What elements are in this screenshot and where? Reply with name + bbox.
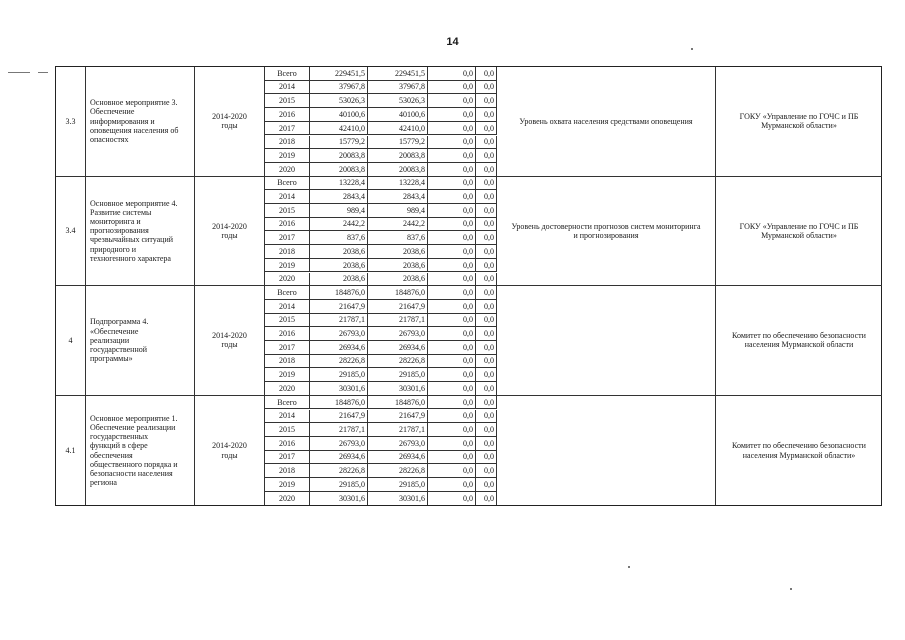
- row-year: 2019: [265, 478, 310, 492]
- item-name: Основное мероприятие 3. Обеспечение информирования и оповещения населения об опасностях: [86, 67, 195, 177]
- row-total: 15779,2: [310, 136, 368, 150]
- item-name: Основное мероприятие 1. Обеспечение реализации государственных функций в сфере обеспечения общественного порядка и безопасности населения региона: [86, 396, 195, 506]
- row-other: 0,0: [476, 122, 497, 136]
- row-federal: 0,0: [428, 423, 476, 437]
- row-other: 0,0: [476, 396, 497, 410]
- row-other: 0,0: [476, 423, 497, 437]
- row-year: Всего: [265, 396, 310, 410]
- row-other: 0,0: [476, 355, 497, 369]
- row-federal: 0,0: [428, 231, 476, 245]
- row-other: 0,0: [476, 108, 497, 122]
- row-regional: 21647,9: [368, 300, 428, 314]
- row-regional: 30301,6: [368, 492, 428, 506]
- row-year: 2014: [265, 81, 310, 95]
- executor: Комитет по обеспечению безопасности населения Мурманской области: [716, 286, 882, 396]
- row-regional: 29185,0: [368, 478, 428, 492]
- row-year: 2015: [265, 423, 310, 437]
- row-year: 2016: [265, 108, 310, 122]
- row-federal: 0,0: [428, 341, 476, 355]
- row-federal: 0,0: [428, 355, 476, 369]
- indicator: [497, 396, 716, 506]
- row-total: 2038,6: [310, 245, 368, 259]
- row-year: 2018: [265, 464, 310, 478]
- executor: ГОКУ «Управление по ГОЧС и ПБ Мурманской области»: [716, 67, 882, 177]
- row-other: 0,0: [476, 163, 497, 177]
- row-regional: 26793,0: [368, 327, 428, 341]
- row-year: 2020: [265, 492, 310, 506]
- row-year: 2020: [265, 273, 310, 287]
- row-regional: 21787,1: [368, 423, 428, 437]
- scan-speck: [691, 48, 693, 50]
- row-other: 0,0: [476, 327, 497, 341]
- scan-speck: [790, 588, 792, 590]
- row-year: Всего: [265, 286, 310, 300]
- row-regional: 20083,8: [368, 163, 428, 177]
- row-regional: 2038,6: [368, 273, 428, 287]
- row-total: 26934,6: [310, 451, 368, 465]
- row-other: 0,0: [476, 218, 497, 232]
- row-total: 229451,5: [310, 67, 368, 81]
- row-federal: 0,0: [428, 273, 476, 287]
- row-year: 2014: [265, 190, 310, 204]
- indicator: Уровень охвата населения средствами оповещения: [497, 67, 716, 177]
- row-total: 30301,6: [310, 382, 368, 396]
- row-other: 0,0: [476, 94, 497, 108]
- row-other: 0,0: [476, 478, 497, 492]
- row-other: 0,0: [476, 492, 497, 506]
- row-total: 21787,1: [310, 423, 368, 437]
- page-number: 14: [446, 36, 459, 48]
- item-period: 2014-2020 годы: [195, 286, 265, 396]
- row-other: 0,0: [476, 177, 497, 191]
- row-total: 2442,2: [310, 218, 368, 232]
- row-regional: 26793,0: [368, 437, 428, 451]
- row-total: 26793,0: [310, 327, 368, 341]
- row-other: 0,0: [476, 410, 497, 424]
- row-regional: 15779,2: [368, 136, 428, 150]
- row-year: 2019: [265, 368, 310, 382]
- row-federal: 0,0: [428, 396, 476, 410]
- row-other: 0,0: [476, 368, 497, 382]
- row-federal: 0,0: [428, 259, 476, 273]
- row-regional: 13228,4: [368, 177, 428, 191]
- row-federal: 0,0: [428, 451, 476, 465]
- row-regional: 42410,0: [368, 122, 428, 136]
- row-total: 2038,6: [310, 273, 368, 287]
- row-federal: 0,0: [428, 108, 476, 122]
- executor: Комитет по обеспечению безопасности населения Мурманской области»: [732, 441, 866, 460]
- row-other: 0,0: [476, 437, 497, 451]
- row-other: 0,0: [476, 464, 497, 478]
- row-federal: 0,0: [428, 300, 476, 314]
- row-federal: 0,0: [428, 368, 476, 382]
- row-federal: 0,0: [428, 382, 476, 396]
- row-year: 2014: [265, 300, 310, 314]
- row-regional: 28226,8: [368, 464, 428, 478]
- row-year: 2020: [265, 163, 310, 177]
- row-total: 40100,6: [310, 108, 368, 122]
- indicator: [497, 286, 716, 396]
- row-federal: 0,0: [428, 492, 476, 506]
- row-year: 2016: [265, 327, 310, 341]
- row-other: 0,0: [476, 259, 497, 273]
- row-total: 26793,0: [310, 437, 368, 451]
- row-regional: 989,4: [368, 204, 428, 218]
- row-year: 2017: [265, 122, 310, 136]
- row-year: Всего: [265, 67, 310, 81]
- row-total: 28226,8: [310, 464, 368, 478]
- row-other: 0,0: [476, 273, 497, 287]
- row-total: 42410,0: [310, 122, 368, 136]
- row-federal: 0,0: [428, 327, 476, 341]
- row-total: 2843,4: [310, 190, 368, 204]
- row-regional: 2442,2: [368, 218, 428, 232]
- indicator: Уровень достоверности прогнозов систем мониторинга и прогнозирования: [497, 177, 716, 287]
- row-total: 21647,9: [310, 300, 368, 314]
- row-total: 28226,8: [310, 355, 368, 369]
- row-year: 2017: [265, 451, 310, 465]
- row-other: 0,0: [476, 149, 497, 163]
- row-year: Всего: [265, 177, 310, 191]
- scan-speck: [38, 72, 48, 73]
- row-year: 2020: [265, 382, 310, 396]
- row-year: 2019: [265, 259, 310, 273]
- row-regional: 2038,6: [368, 245, 428, 259]
- row-regional: 2038,6: [368, 259, 428, 273]
- row-regional: 2843,4: [368, 190, 428, 204]
- row-federal: 0,0: [428, 81, 476, 95]
- row-total: 21647,9: [310, 410, 368, 424]
- row-federal: 0,0: [428, 437, 476, 451]
- executor: ГОКУ «Управление по ГОЧС и ПБ Мурманской области»: [716, 177, 882, 287]
- row-year: 2017: [265, 231, 310, 245]
- row-federal: 0,0: [428, 204, 476, 218]
- item-period: 2014-2020 годы: [195, 67, 265, 177]
- row-federal: 0,0: [428, 122, 476, 136]
- item-name: Основное мероприятие 4. Развитие системы мониторинга и прогнозирования чрезвычайных ситуаций природного и техногенного характера: [86, 177, 195, 287]
- row-total: 2038,6: [310, 259, 368, 273]
- row-total: 21787,1: [310, 314, 368, 328]
- row-other: 0,0: [476, 190, 497, 204]
- program-table: [55, 66, 882, 506]
- row-other: 0,0: [476, 136, 497, 150]
- row-year: 2015: [265, 94, 310, 108]
- row-total: 29185,0: [310, 368, 368, 382]
- row-federal: 0,0: [428, 286, 476, 300]
- row-total: 26934,6: [310, 341, 368, 355]
- row-year: 2015: [265, 204, 310, 218]
- row-regional: 40100,6: [368, 108, 428, 122]
- item-period: 2014-2020 годы: [195, 177, 265, 287]
- row-federal: 0,0: [428, 67, 476, 81]
- item-name: Подпрограмма 4. «Обеспечение реализации государственной программы»: [86, 286, 195, 396]
- row-regional: 26934,6: [368, 341, 428, 355]
- item-period: 2014-2020 годы: [195, 396, 265, 506]
- row-other: 0,0: [476, 245, 497, 259]
- item-number: 4.1: [56, 396, 86, 506]
- row-regional: 26934,6: [368, 451, 428, 465]
- item-number: 3.4: [56, 177, 86, 287]
- row-other: 0,0: [476, 286, 497, 300]
- row-federal: 0,0: [428, 245, 476, 259]
- row-regional: 184876,0: [368, 396, 428, 410]
- row-regional: 837,6: [368, 231, 428, 245]
- row-federal: 0,0: [428, 149, 476, 163]
- row-total: 20083,8: [310, 149, 368, 163]
- row-federal: 0,0: [428, 410, 476, 424]
- row-other: 0,0: [476, 382, 497, 396]
- row-federal: 0,0: [428, 190, 476, 204]
- row-regional: 37967,8: [368, 81, 428, 95]
- row-other: 0,0: [476, 67, 497, 81]
- row-federal: 0,0: [428, 478, 476, 492]
- row-total: 184876,0: [310, 286, 368, 300]
- item-number: 4: [56, 286, 86, 396]
- row-regional: 30301,6: [368, 382, 428, 396]
- row-federal: 0,0: [428, 136, 476, 150]
- row-total: 29185,0: [310, 478, 368, 492]
- row-year: 2017: [265, 341, 310, 355]
- row-other: 0,0: [476, 341, 497, 355]
- row-regional: 21647,9: [368, 410, 428, 424]
- row-total: 37967,8: [310, 81, 368, 95]
- row-federal: 0,0: [428, 163, 476, 177]
- row-total: 53026,3: [310, 94, 368, 108]
- row-other: 0,0: [476, 451, 497, 465]
- row-federal: 0,0: [428, 218, 476, 232]
- row-total: 837,6: [310, 231, 368, 245]
- row-total: 13228,4: [310, 177, 368, 191]
- row-year: 2018: [265, 136, 310, 150]
- row-regional: 229451,5: [368, 67, 428, 81]
- row-total: 989,4: [310, 204, 368, 218]
- row-regional: 21787,1: [368, 314, 428, 328]
- row-regional: 28226,8: [368, 355, 428, 369]
- item-number: 3.3: [56, 67, 86, 177]
- row-federal: 0,0: [428, 314, 476, 328]
- row-year: 2015: [265, 314, 310, 328]
- row-year: 2014: [265, 410, 310, 424]
- row-federal: 0,0: [428, 464, 476, 478]
- row-other: 0,0: [476, 300, 497, 314]
- row-regional: 29185,0: [368, 368, 428, 382]
- row-other: 0,0: [476, 231, 497, 245]
- row-year: 2016: [265, 218, 310, 232]
- scan-speck: [8, 72, 30, 73]
- row-federal: 0,0: [428, 94, 476, 108]
- row-year: 2016: [265, 437, 310, 451]
- row-year: 2019: [265, 149, 310, 163]
- row-year: 2018: [265, 245, 310, 259]
- row-federal: 0,0: [428, 177, 476, 191]
- row-other: 0,0: [476, 314, 497, 328]
- row-regional: 53026,3: [368, 94, 428, 108]
- row-other: 0,0: [476, 81, 497, 95]
- row-total: 20083,8: [310, 163, 368, 177]
- scan-speck: [628, 566, 630, 568]
- row-regional: 20083,8: [368, 149, 428, 163]
- row-year: 2018: [265, 355, 310, 369]
- row-total: 184876,0: [310, 396, 368, 410]
- row-total: 30301,6: [310, 492, 368, 506]
- row-regional: 184876,0: [368, 286, 428, 300]
- row-other: 0,0: [476, 204, 497, 218]
